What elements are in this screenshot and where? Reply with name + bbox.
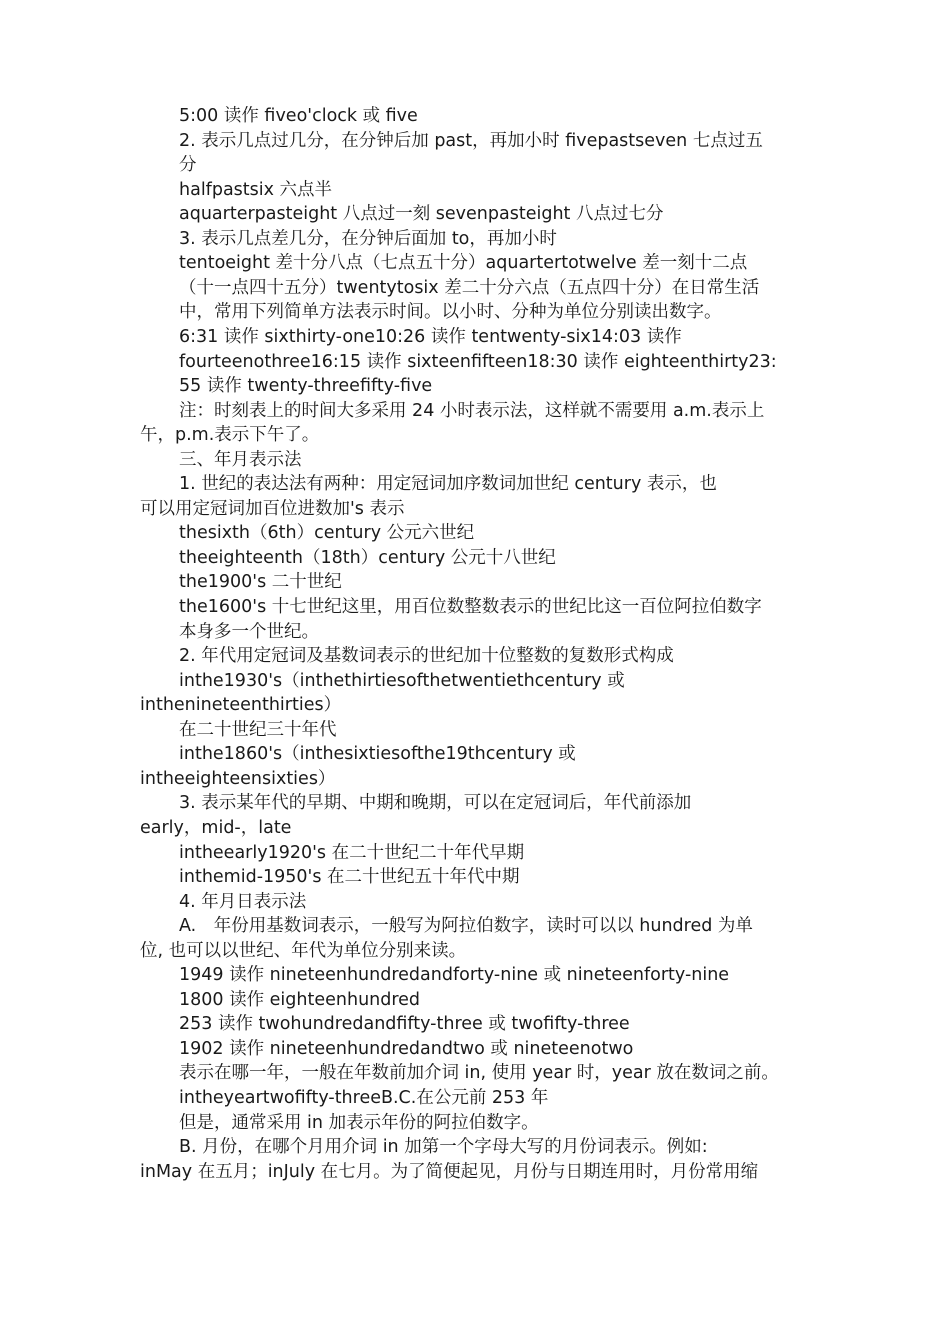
text-line: 位, 也可以以世纪、年代为单位分别来读。 [140,941,467,961]
text-line: 在二十世纪三十年代 [179,720,337,740]
text-line: 1. 世纪的表达法有两种：用定冠词加序数词加世纪 century 表示，也 [179,474,717,494]
text-line: 3. 表示几点差几分，在分钟后面加 to，再加小时 [179,229,557,249]
text-line: inthe1930's（inthethirtiesofthetwentiethcentury 或 [179,671,625,691]
text-line: aquarterpasteight 八点过一刻 sevenpasteight 八点过七分 [179,204,664,224]
text-line: 但是，通常采用 in 加表示年份的阿拉伯数字。 [179,1113,539,1133]
text-line: A. 年份用基数词表示，一般写为阿拉伯数字，读时可以以 hundred 为单 [179,916,753,936]
text-line: the1600's 十七世纪这里，用百位数整数表示的世纪比这一百位阿拉伯数字 [179,597,762,617]
text-line: inthe1860's（inthesixtiesofthe19thcentury 或 [179,744,576,764]
text-line: 注：时刻表上的时间大多采用 24 小时表示法，这样就不需要用 a.m.表示上 [179,401,765,421]
text-line: 三、年月表示法 [179,450,302,470]
text-line: inthemid-1950's 在二十世纪五十年代中期 [179,867,520,887]
text-line: 午，p.m.表示下午了。 [140,425,320,445]
text-line: 可以用定冠词加百位进数加's 表示 [140,499,405,519]
text-line: thesixth（6th）century 公元六世纪 [179,523,475,543]
text-line: tentoeight 差十分八点（七点五十分）aquartertotwelve 差一刻十二点 [179,253,748,273]
text-line: 2. 年代用定冠词及基数词表示的世纪加十位整数的复数形式构成 [179,646,674,666]
text-line: 1949 读作 nineteenhundredandforty-nine 或 nineteenforty-nine [179,965,730,985]
text-line: 2. 表示几点过几分，在分钟后加 past，再加小时 fivepastseven 七点过五 [179,131,763,151]
text-line: intheearly1920's 在二十世纪二十年代早期 [179,843,525,863]
text-line: 55 读作 twenty-threefifty-five [179,376,433,396]
text-line: 表示在哪一年，一般在年数前加介词 in, 使用 year 时，year 放在数词之前。 [179,1063,779,1083]
text-line: 253 读作 twohundredandfifty-three 或 twofifty-three [179,1014,630,1034]
text-line: theeighteenth（18th）century 公元十八世纪 [179,548,556,568]
text-line: halfpastsix 六点半 [179,180,333,200]
text-line: 分 [179,155,197,175]
text-line: intheeighteensixties） [140,769,336,789]
text-line: 4. 年月日表示法 [179,892,307,912]
text-line: B. 月份，在哪个月用介词 in 加第一个字母大写的月份词表示。例如: [179,1137,708,1157]
text-line: the1900's 二十世纪 [179,572,342,592]
text-line: 1800 读作 eighteenhundred [179,990,421,1010]
text-line: （十一点四十五分）twentytosix 差二十分六点（五点四十分）在日常生活 [179,278,760,298]
text-line: early，mid-，late [140,818,292,838]
text-line: 5:00 读作 fiveo'clock 或 five [179,106,418,126]
text-line: intheyeartwofifty-threeB.C.在公元前 253 年 [179,1088,549,1108]
text-line: fourteenothree16:15 读作 sixteenfifteen18:30 读作 eighteenthirty23: [179,352,777,372]
text-line: 中，常用下列简单方法表示时间。以小时、分种为单位分别读出数字。 [179,302,722,322]
text-line: 1902 读作 nineteenhundredandtwo 或 nineteenotwo [179,1039,634,1059]
text-line: 本身多一个世纪。 [179,622,319,642]
text-line: 3. 表示某年代的早期、中期和晚期，可以在定冠词后，年代前添加 [179,793,692,813]
text-line: inthenineteenthirties） [140,695,342,715]
text-line: 6:31 读作 sixthirty-one10:26 读作 tentwenty-six14:03 读作 [179,327,682,347]
text-line: inMay 在五月；inJuly 在七月。为了简便起见，月份与日期连用时，月份常用缩 [140,1162,759,1182]
